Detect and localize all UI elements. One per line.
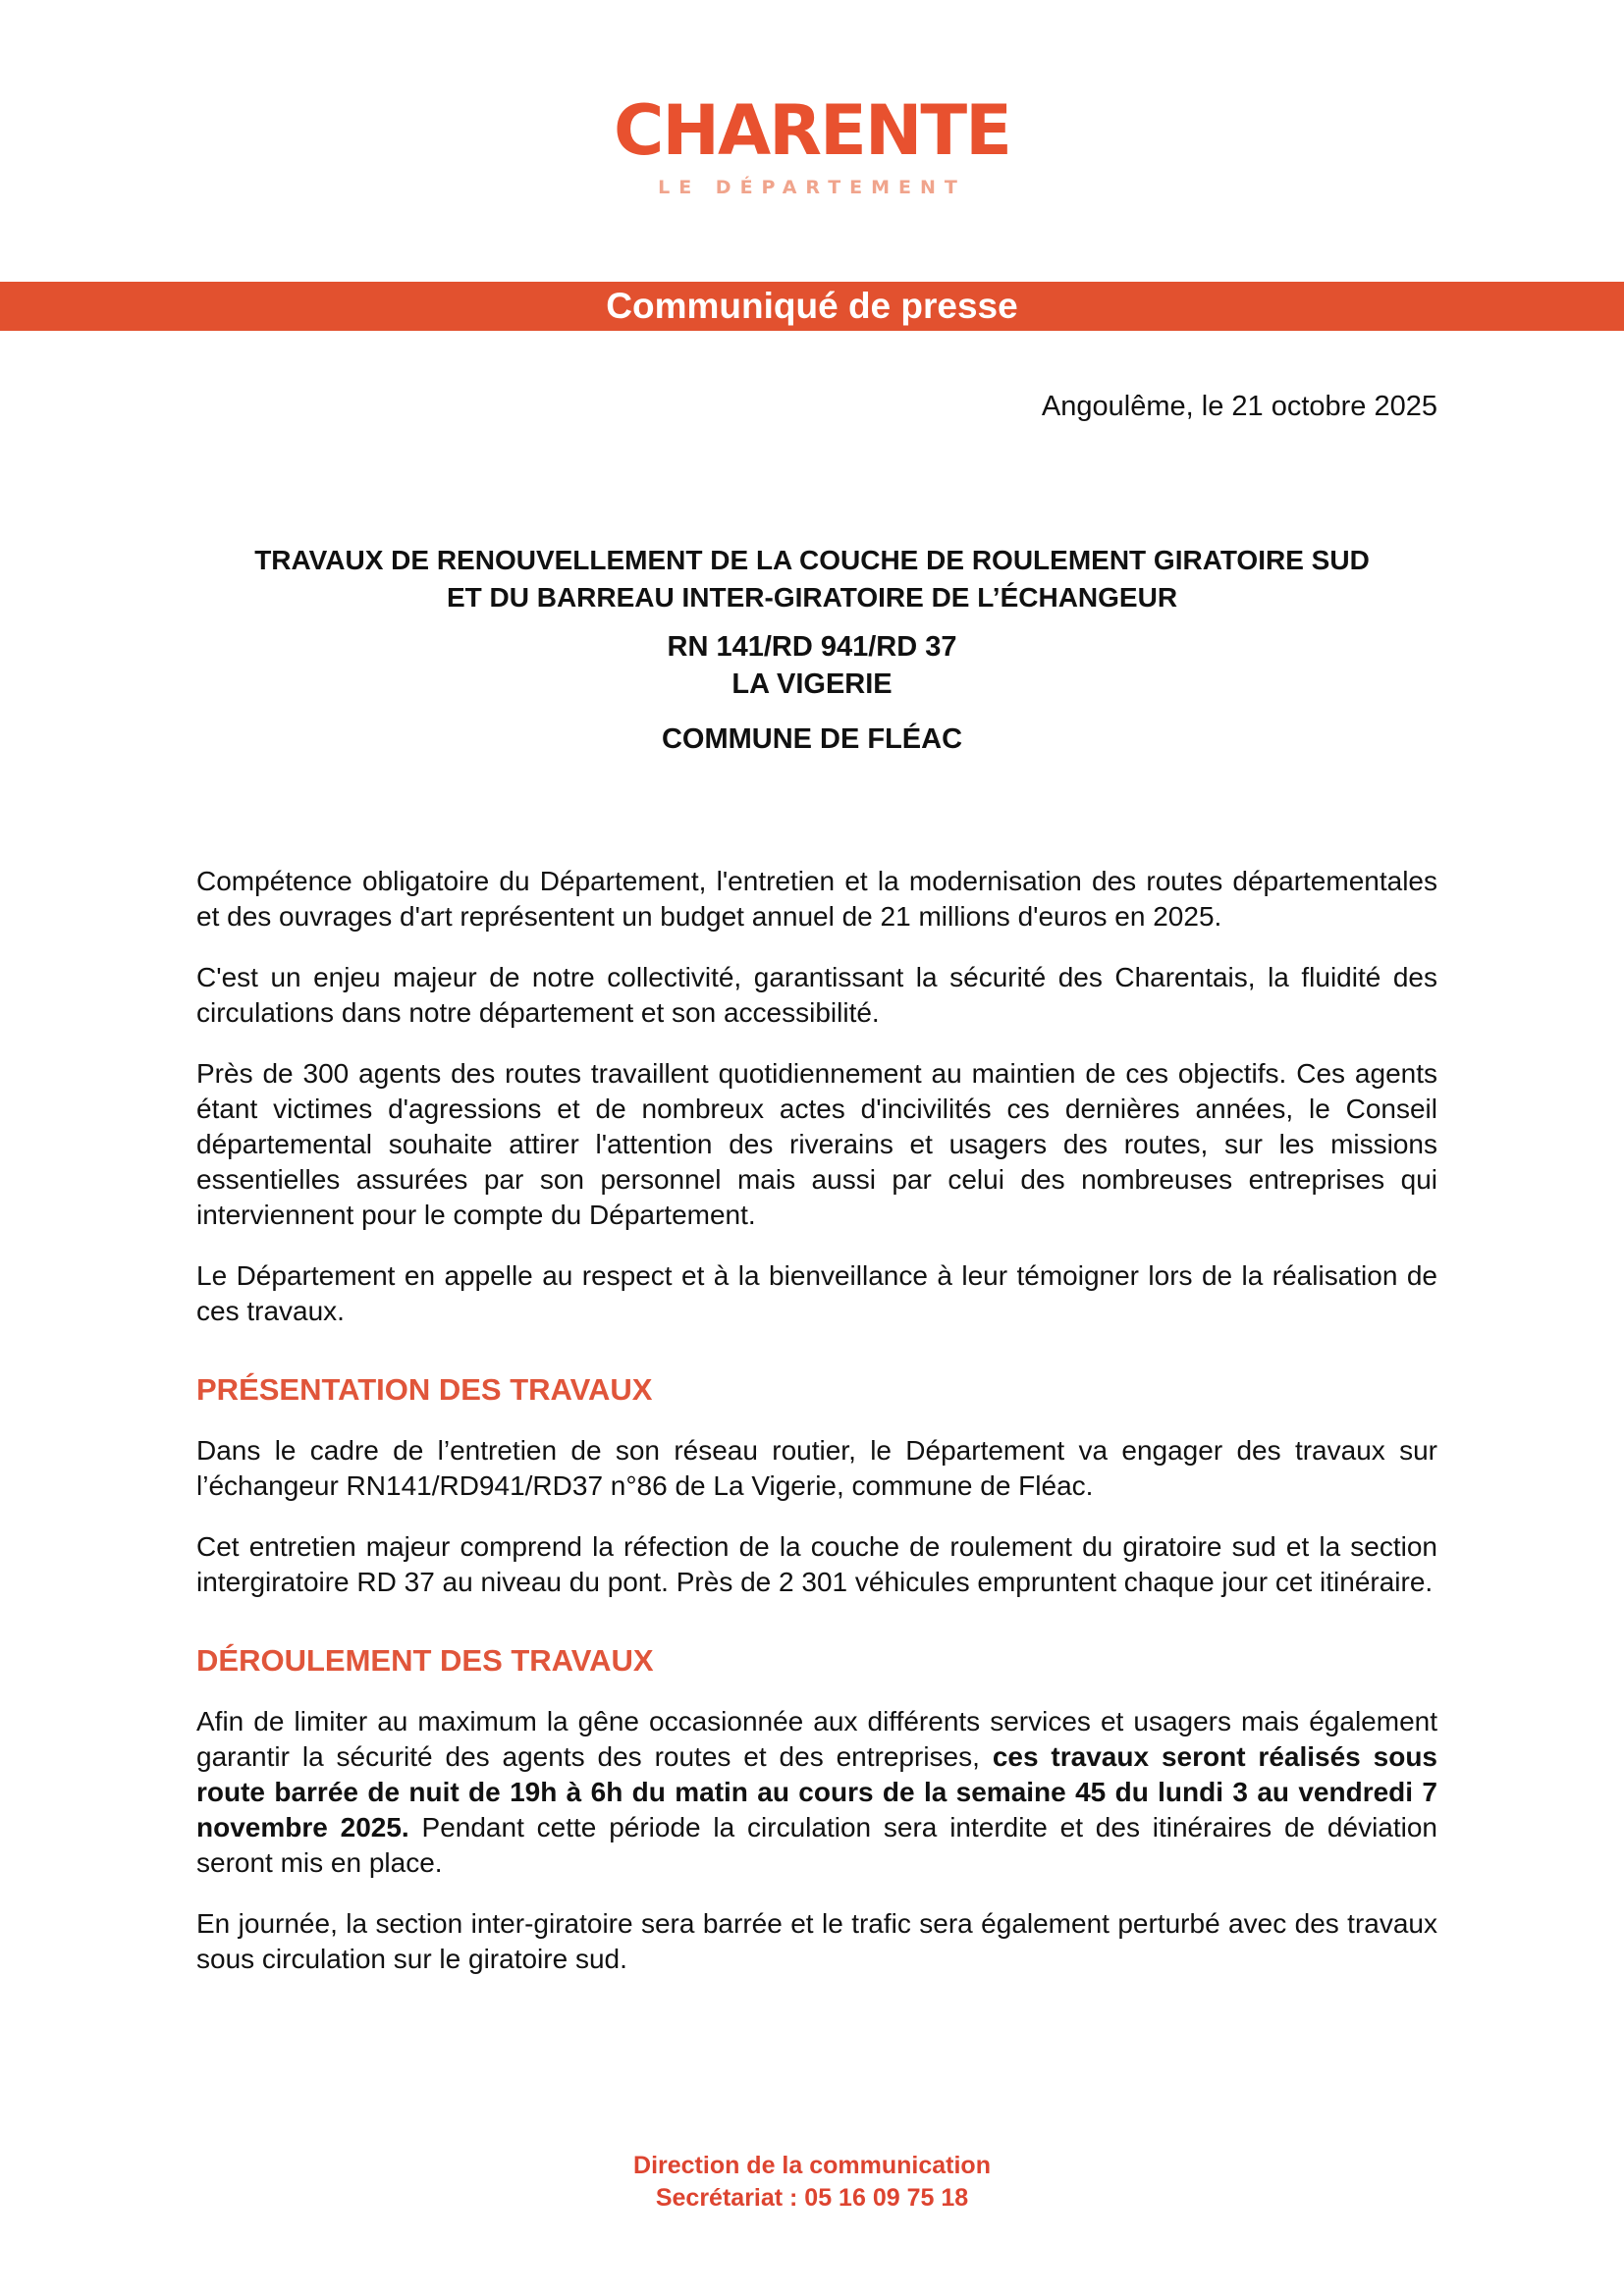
paragraph: Afin de limiter au maximum la gêne occasionnée aux différents services et usagers mais également garantir la sécurité des agents des routes et des entreprises, ces travaux seront réalisés sous route barrée de nuit de 19h à 6h du matin au cours de la semaine 45 du lundi 3 au vendredi 7 novembre 2025. Pendant cette période la circulation sera interdite et des itinéraires de déviation seront mis en place. — [196, 1706, 1438, 1878]
document-body — [196, 864, 1437, 2002]
section-heading-presentation: PRÉSENTATION DES TRAVAUX — [196, 1372, 653, 1407]
place-name: LA VIGERIE — [731, 668, 893, 700]
section-deroulement — [196, 1643, 1437, 1977]
logo-wordmark: CHARENTE — [614, 90, 1010, 171]
footer-secretariat-phone: Secrétariat : 05 16 09 75 18 — [655, 2184, 969, 2212]
section-deroulement-paragraphs — [196, 1704, 1437, 1977]
intro-paragraphs — [196, 864, 1437, 1329]
section-presentation-paragraphs — [196, 1433, 1437, 1600]
paragraph: Dans le cadre de l’entretien de son réseau routier, le Département va engager des travaux sur l’échangeur RN141/RD941/RD37 n°86 de La Vigerie, commune de Fléac. — [196, 1435, 1437, 1501]
paragraph: Cet entretien majeur comprend la réfection de la couche de roulement du giratoire sud et la section intergiratoire RD 37 au niveau du pont. Près de 2 301 véhicules empruntent chaque jour cet itinéraire. — [196, 1531, 1437, 1597]
document-title-line-2: ET DU BARREAU INTER-GIRATOIRE DE L’ÉCHANGEUR — [446, 582, 1178, 613]
section-presentation — [196, 1372, 1437, 1600]
footer-department: Direction de la communication — [633, 2152, 991, 2179]
paragraph: Compétence obligatoire du Département, l'entretien et la modernisation des routes départementales et des ouvrages d'art représentent un budget annuel de 21 millions d'euros en 2025. — [196, 866, 1437, 932]
road-reference: RN 141/RD 941/RD 37 — [667, 631, 957, 663]
logo-subtitle: LE DÉPARTEMENT — [658, 177, 966, 198]
paragraph: Le Département en appelle au respect et à la bienveillance à leur témoigner lors de la réalisation de ces travaux. — [196, 1260, 1437, 1326]
paragraph: En journée, la section inter-giratoire sera barrée et le trafic sera également perturbé avec des travaux sous circulation sur le giratoire sud. — [196, 1908, 1437, 1974]
banner-title: Communiqué de presse — [606, 286, 1018, 326]
document-title-line-1: TRAVAUX DE RENOUVELLEMENT DE LA COUCHE DE ROULEMENT GIRATOIRE SUD — [254, 545, 1370, 575]
paragraph: C'est un enjeu majeur de notre collectivité, garantissant la sécurité des Charentais, la fluidité des circulations dans notre département et son accessibilité. — [196, 962, 1437, 1028]
section-heading-deroulement: DÉROULEMENT DES TRAVAUX — [196, 1643, 654, 1678]
dateline: Angoulême, le 21 octobre 2025 — [1041, 391, 1437, 422]
paragraph: Près de 300 agents des routes travaillent quotidiennement au maintien de ces objectifs. Ces agents étant victimes d'agressions et de nombreux actes d'incivilités ces dernières années, le Conseil départemental souhaite attirer l'attention des riverains et usagers des routes, sur les missions essentielles assurées par son personnel mais aussi par celui des nombreuses entreprises qui interviennent pour le compte du Département. — [196, 1058, 1437, 1230]
press-release-banner — [0, 282, 1624, 331]
page-footer — [0, 2150, 1624, 2215]
commune-name: COMMUNE DE FLÉAC — [661, 723, 963, 755]
charente-logo — [0, 90, 1624, 198]
title-block — [179, 542, 1445, 758]
